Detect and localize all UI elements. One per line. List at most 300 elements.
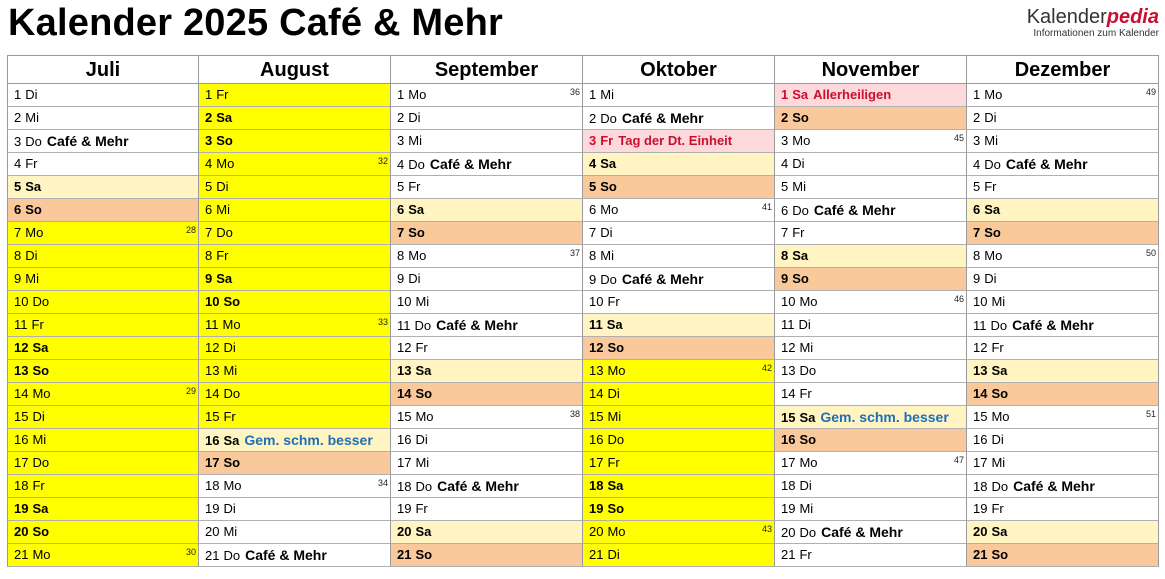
day-number: 21 bbox=[397, 547, 412, 562]
week-number: 47 bbox=[953, 455, 964, 465]
day-cell[interactable] bbox=[199, 383, 391, 406]
weekday: Fr bbox=[792, 225, 805, 240]
day-cell[interactable] bbox=[967, 406, 1159, 429]
event-label: Café & Mehr bbox=[46, 133, 129, 149]
weekday: So bbox=[607, 340, 625, 355]
day-number: 11 bbox=[973, 318, 987, 333]
day-cell[interactable] bbox=[7, 406, 199, 429]
day-number: 10 bbox=[14, 294, 29, 309]
day-number: 10 bbox=[973, 294, 988, 309]
day-cell[interactable] bbox=[7, 107, 199, 130]
day-cell[interactable] bbox=[7, 337, 199, 360]
weekday: Do bbox=[792, 203, 809, 218]
day-number: 17 bbox=[397, 455, 412, 470]
day-number: 6 bbox=[14, 202, 22, 217]
weekday: Sa bbox=[607, 478, 624, 493]
day-number: 19 bbox=[973, 501, 988, 516]
day-number: 2 bbox=[205, 110, 213, 125]
day-cell[interactable] bbox=[7, 268, 199, 291]
day-cell[interactable] bbox=[391, 475, 583, 498]
weekday: So bbox=[32, 363, 50, 378]
day-cell[interactable] bbox=[7, 521, 199, 544]
day-number: 16 bbox=[589, 432, 604, 447]
day-cell[interactable] bbox=[391, 383, 583, 406]
day-number: 7 bbox=[205, 225, 213, 240]
weekday: Mo bbox=[792, 133, 811, 148]
day-cell[interactable] bbox=[7, 360, 199, 383]
weekday: Sa bbox=[991, 524, 1008, 539]
day-number: 13 bbox=[973, 363, 988, 378]
weekday: Di bbox=[223, 501, 236, 516]
day-cell[interactable] bbox=[775, 360, 967, 383]
week-number: 33 bbox=[377, 317, 388, 327]
day-cell[interactable] bbox=[775, 222, 967, 245]
day-number: 1 bbox=[589, 87, 597, 102]
day-number: 11 bbox=[397, 318, 411, 333]
day-number: 20 bbox=[781, 525, 796, 540]
week-number: 37 bbox=[569, 248, 580, 258]
weekday: Di bbox=[798, 317, 811, 332]
day-number: 12 bbox=[973, 340, 988, 355]
weekday: Mo bbox=[32, 547, 51, 562]
day-cell[interactable] bbox=[7, 544, 199, 567]
day-cell[interactable] bbox=[199, 360, 391, 383]
calendar-row bbox=[7, 176, 1159, 199]
day-cell[interactable] bbox=[775, 245, 967, 268]
day-cell[interactable] bbox=[391, 268, 583, 291]
day-cell[interactable] bbox=[775, 84, 967, 107]
day-number: 9 bbox=[205, 271, 213, 286]
calendar-row bbox=[7, 199, 1159, 222]
weekday: Di bbox=[415, 432, 428, 447]
weekday: So bbox=[25, 202, 42, 217]
event-label: Café & Mehr bbox=[621, 110, 704, 126]
weekday: Do bbox=[223, 386, 241, 401]
day-number: 14 bbox=[589, 386, 604, 401]
event-label: Gem. schm. besser bbox=[244, 432, 373, 448]
weekday: Mi bbox=[415, 294, 430, 309]
day-number: 17 bbox=[205, 455, 220, 470]
day-number: 5 bbox=[973, 179, 981, 194]
day-cell[interactable] bbox=[775, 153, 967, 176]
day-cell[interactable] bbox=[391, 245, 583, 268]
day-number: 6 bbox=[205, 202, 213, 217]
weekday: Do bbox=[607, 432, 625, 447]
day-number: 19 bbox=[14, 501, 29, 516]
weekday: Di bbox=[984, 110, 997, 125]
weekday: Mi bbox=[600, 87, 614, 102]
day-cell[interactable] bbox=[7, 429, 199, 452]
day-number: 4 bbox=[781, 156, 789, 171]
day-number: 21 bbox=[589, 547, 604, 562]
weekday: So bbox=[984, 225, 1001, 240]
day-cell[interactable] bbox=[7, 199, 199, 222]
day-cell[interactable] bbox=[199, 475, 391, 498]
day-cell[interactable] bbox=[391, 521, 583, 544]
weekday: Di bbox=[25, 248, 38, 263]
calendar-row bbox=[7, 268, 1159, 291]
week-number: 34 bbox=[377, 478, 388, 488]
weekday: Mo bbox=[223, 478, 242, 493]
day-number: 19 bbox=[397, 501, 412, 516]
day-cell[interactable] bbox=[199, 176, 391, 199]
day-cell[interactable] bbox=[775, 268, 967, 291]
day-cell[interactable] bbox=[775, 452, 967, 475]
weekday: Sa bbox=[792, 87, 809, 102]
weekday: Fr bbox=[799, 547, 812, 562]
day-cell[interactable] bbox=[967, 153, 1159, 176]
day-cell[interactable] bbox=[391, 429, 583, 452]
day-cell[interactable] bbox=[967, 268, 1159, 291]
day-number: 3 bbox=[781, 133, 789, 148]
day-number: 2 bbox=[781, 110, 789, 125]
day-cell[interactable] bbox=[391, 176, 583, 199]
day-cell[interactable] bbox=[775, 337, 967, 360]
day-cell[interactable] bbox=[583, 475, 775, 498]
day-cell[interactable] bbox=[199, 314, 391, 337]
week-number: 49 bbox=[1145, 87, 1156, 97]
day-cell[interactable] bbox=[583, 245, 775, 268]
month-header-row bbox=[7, 55, 1159, 84]
weekday: Mi bbox=[799, 501, 814, 516]
day-number: 3 bbox=[973, 133, 981, 148]
day-number: 11 bbox=[205, 317, 219, 332]
day-cell[interactable] bbox=[199, 337, 391, 360]
day-number: 16 bbox=[205, 433, 220, 448]
day-cell[interactable] bbox=[199, 130, 391, 153]
day-cell[interactable] bbox=[583, 544, 775, 567]
day-cell[interactable] bbox=[7, 475, 199, 498]
day-cell[interactable] bbox=[967, 245, 1159, 268]
month-header-juli: Juli bbox=[7, 55, 199, 84]
day-number: 6 bbox=[781, 203, 789, 218]
day-number: 5 bbox=[781, 179, 789, 194]
day-cell[interactable] bbox=[583, 107, 775, 130]
day-cell[interactable] bbox=[775, 383, 967, 406]
day-cell[interactable] bbox=[775, 130, 967, 153]
day-number: 4 bbox=[973, 157, 981, 172]
day-number: 5 bbox=[205, 179, 213, 194]
day-number: 4 bbox=[205, 156, 213, 171]
event-label: Café & Mehr bbox=[437, 478, 519, 494]
weekday: Fr bbox=[216, 87, 229, 102]
day-cell[interactable] bbox=[583, 521, 775, 544]
event-label: Café & Mehr bbox=[1013, 478, 1095, 494]
day-cell[interactable] bbox=[583, 360, 775, 383]
event-label: Tag der Dt. Einheit bbox=[618, 133, 733, 148]
week-number: 32 bbox=[377, 156, 388, 166]
month-header-september: September bbox=[391, 55, 583, 84]
day-cell[interactable] bbox=[391, 360, 583, 383]
event-label: Allerheiligen bbox=[813, 87, 892, 102]
event-label: Café & Mehr bbox=[436, 317, 518, 333]
weekday: So bbox=[415, 386, 433, 401]
day-cell[interactable] bbox=[391, 153, 583, 176]
day-cell[interactable] bbox=[583, 268, 775, 291]
weekday: Fr bbox=[31, 317, 44, 332]
weekday: Sa bbox=[216, 271, 233, 286]
weekday: Di bbox=[600, 225, 613, 240]
weekday: Mo bbox=[32, 386, 51, 401]
weekday: Mi bbox=[408, 133, 422, 148]
weekday: So bbox=[216, 133, 233, 148]
weekday: Sa bbox=[984, 202, 1001, 217]
day-cell[interactable] bbox=[967, 199, 1159, 222]
day-number: 15 bbox=[973, 409, 988, 424]
day-cell[interactable] bbox=[199, 291, 391, 314]
calendar-row bbox=[7, 107, 1159, 130]
day-cell[interactable] bbox=[583, 337, 775, 360]
weekday: Di bbox=[984, 271, 997, 286]
weekday: Mo bbox=[799, 455, 818, 470]
calendar-row bbox=[7, 544, 1159, 567]
weekday: Do bbox=[32, 455, 50, 470]
weekday: Fr bbox=[32, 478, 45, 493]
day-number: 9 bbox=[973, 271, 981, 286]
weekday: Mi bbox=[32, 432, 47, 447]
day-cell[interactable] bbox=[199, 521, 391, 544]
weekday: Mi bbox=[991, 455, 1006, 470]
weekday: Mo bbox=[222, 317, 241, 332]
day-cell[interactable] bbox=[775, 314, 967, 337]
day-cell[interactable] bbox=[583, 452, 775, 475]
day-cell[interactable] bbox=[775, 176, 967, 199]
day-cell[interactable] bbox=[199, 544, 391, 567]
day-cell[interactable] bbox=[775, 521, 967, 544]
day-cell[interactable] bbox=[391, 199, 583, 222]
weekday: Sa bbox=[415, 524, 432, 539]
day-cell[interactable] bbox=[7, 153, 199, 176]
weekday: Mi bbox=[799, 340, 814, 355]
day-cell[interactable] bbox=[967, 337, 1159, 360]
week-number: 28 bbox=[185, 225, 196, 235]
day-cell[interactable] bbox=[775, 406, 967, 429]
weekday: Mo bbox=[600, 202, 619, 217]
day-cell[interactable] bbox=[583, 314, 775, 337]
event-label: Café & Mehr bbox=[429, 156, 512, 172]
event-label: Café & Mehr bbox=[1005, 156, 1088, 172]
day-cell[interactable] bbox=[583, 222, 775, 245]
calendar-row bbox=[7, 475, 1159, 498]
day-number: 1 bbox=[781, 87, 789, 102]
day-number: 14 bbox=[781, 386, 796, 401]
day-number: 1 bbox=[397, 87, 405, 102]
calendar-row bbox=[7, 360, 1159, 383]
kalenderpedia-logo[interactable] bbox=[1027, 6, 1159, 39]
weekday: Do bbox=[600, 272, 617, 287]
calendar-row bbox=[7, 452, 1159, 475]
event-label: Café & Mehr bbox=[1012, 317, 1094, 333]
day-cell[interactable] bbox=[583, 84, 775, 107]
weekday: Mi bbox=[792, 179, 806, 194]
day-cell[interactable] bbox=[7, 245, 199, 268]
day-cell[interactable] bbox=[967, 429, 1159, 452]
day-cell[interactable] bbox=[199, 199, 391, 222]
day-number: 5 bbox=[14, 179, 22, 194]
day-number: 3 bbox=[589, 133, 597, 148]
day-number: 1 bbox=[205, 87, 213, 102]
calendar-row bbox=[7, 314, 1159, 337]
weekday: Do bbox=[600, 111, 617, 126]
weekday: Fr bbox=[991, 501, 1004, 516]
day-cell[interactable] bbox=[775, 475, 967, 498]
day-cell[interactable] bbox=[583, 130, 775, 153]
day-cell[interactable] bbox=[199, 406, 391, 429]
day-number: 19 bbox=[781, 501, 796, 516]
day-cell[interactable] bbox=[199, 222, 391, 245]
day-number: 10 bbox=[205, 294, 220, 309]
day-cell[interactable] bbox=[391, 337, 583, 360]
day-cell[interactable] bbox=[199, 107, 391, 130]
day-cell[interactable] bbox=[199, 268, 391, 291]
day-number: 12 bbox=[205, 340, 220, 355]
day-number: 20 bbox=[397, 524, 412, 539]
day-cell[interactable] bbox=[583, 176, 775, 199]
day-cell[interactable] bbox=[7, 130, 199, 153]
day-cell[interactable] bbox=[967, 107, 1159, 130]
day-cell[interactable] bbox=[199, 498, 391, 521]
day-cell[interactable] bbox=[967, 383, 1159, 406]
day-cell[interactable] bbox=[391, 498, 583, 521]
day-number: 17 bbox=[973, 455, 988, 470]
day-cell[interactable] bbox=[199, 452, 391, 475]
day-cell[interactable] bbox=[967, 176, 1159, 199]
day-number: 3 bbox=[205, 133, 213, 148]
day-cell[interactable] bbox=[967, 498, 1159, 521]
weekday: Fr bbox=[799, 386, 812, 401]
day-cell[interactable] bbox=[7, 84, 199, 107]
day-number: 2 bbox=[14, 110, 22, 125]
day-cell[interactable] bbox=[583, 153, 775, 176]
day-number: 16 bbox=[973, 432, 988, 447]
day-number: 14 bbox=[14, 386, 29, 401]
day-cell[interactable] bbox=[967, 475, 1159, 498]
day-number: 18 bbox=[205, 478, 220, 493]
day-cell[interactable] bbox=[583, 291, 775, 314]
calendar-row bbox=[7, 498, 1159, 521]
day-cell[interactable] bbox=[967, 521, 1159, 544]
weekday: Di bbox=[607, 547, 620, 562]
day-cell[interactable] bbox=[775, 291, 967, 314]
weekday: Mi bbox=[991, 294, 1006, 309]
page-title: Kalender 2025 Café & Mehr bbox=[8, 2, 503, 44]
day-rows bbox=[7, 84, 1159, 567]
day-cell[interactable] bbox=[7, 452, 199, 475]
weekday: Fr bbox=[984, 179, 997, 194]
day-number: 12 bbox=[589, 340, 604, 355]
day-cell[interactable] bbox=[583, 383, 775, 406]
day-cell[interactable] bbox=[199, 245, 391, 268]
day-number: 18 bbox=[781, 478, 796, 493]
day-number: 1 bbox=[973, 87, 981, 102]
day-number: 10 bbox=[397, 294, 412, 309]
day-cell[interactable] bbox=[199, 429, 391, 452]
day-cell[interactable] bbox=[967, 544, 1159, 567]
day-cell[interactable] bbox=[583, 429, 775, 452]
day-number: 12 bbox=[14, 340, 29, 355]
day-cell[interactable] bbox=[775, 429, 967, 452]
day-number: 14 bbox=[973, 386, 988, 401]
day-number: 16 bbox=[397, 432, 412, 447]
weekday: Mi bbox=[25, 110, 39, 125]
day-cell[interactable] bbox=[391, 291, 583, 314]
weekday: Do bbox=[414, 318, 432, 333]
day-cell[interactable] bbox=[391, 107, 583, 130]
day-number: 17 bbox=[14, 455, 29, 470]
weekday: Fr bbox=[600, 133, 614, 148]
day-cell[interactable] bbox=[7, 314, 199, 337]
day-number: 7 bbox=[397, 225, 405, 240]
day-cell[interactable] bbox=[775, 199, 967, 222]
day-cell[interactable] bbox=[199, 84, 391, 107]
weekday: So bbox=[792, 271, 809, 286]
day-number: 15 bbox=[205, 409, 220, 424]
day-cell[interactable] bbox=[391, 314, 583, 337]
day-number: 3 bbox=[397, 133, 405, 148]
day-cell[interactable] bbox=[583, 406, 775, 429]
day-number: 11 bbox=[589, 317, 603, 332]
day-cell[interactable] bbox=[391, 222, 583, 245]
logo-subtitle: Informationen zum Kalender bbox=[1033, 28, 1159, 39]
weekday: Sa bbox=[216, 110, 233, 125]
weekday: Mo bbox=[25, 225, 44, 240]
logo-accent-text: pedia bbox=[1106, 6, 1159, 28]
day-cell[interactable] bbox=[967, 360, 1159, 383]
day-cell[interactable] bbox=[391, 452, 583, 475]
day-cell[interactable] bbox=[967, 84, 1159, 107]
day-cell[interactable] bbox=[7, 498, 199, 521]
calendar-row bbox=[7, 406, 1159, 429]
day-cell[interactable] bbox=[583, 498, 775, 521]
calendar-row bbox=[7, 429, 1159, 452]
day-cell[interactable] bbox=[967, 130, 1159, 153]
week-number: 45 bbox=[953, 133, 964, 143]
day-cell[interactable] bbox=[967, 452, 1159, 475]
day-cell[interactable] bbox=[391, 130, 583, 153]
day-cell[interactable] bbox=[583, 199, 775, 222]
day-number: 15 bbox=[14, 409, 29, 424]
day-cell[interactable] bbox=[7, 291, 199, 314]
day-cell[interactable] bbox=[7, 383, 199, 406]
day-number: 9 bbox=[781, 271, 789, 286]
day-cell[interactable] bbox=[775, 107, 967, 130]
day-cell[interactable] bbox=[967, 222, 1159, 245]
day-cell[interactable] bbox=[391, 406, 583, 429]
weekday: Di bbox=[216, 179, 229, 194]
day-cell[interactable] bbox=[391, 84, 583, 107]
calendar-row bbox=[7, 222, 1159, 245]
weekday: Mo bbox=[415, 409, 434, 424]
day-cell[interactable] bbox=[7, 176, 199, 199]
day-number: 7 bbox=[781, 225, 789, 240]
day-cell[interactable] bbox=[967, 314, 1159, 337]
day-cell[interactable] bbox=[775, 544, 967, 567]
weekday: Fr bbox=[607, 294, 620, 309]
day-cell[interactable] bbox=[7, 222, 199, 245]
day-number: 12 bbox=[397, 340, 412, 355]
day-number: 21 bbox=[781, 547, 796, 562]
day-number: 20 bbox=[14, 524, 29, 539]
day-cell[interactable] bbox=[967, 291, 1159, 314]
day-cell[interactable] bbox=[391, 544, 583, 567]
week-number: 42 bbox=[761, 363, 772, 373]
weekday: Do bbox=[799, 525, 817, 540]
day-cell[interactable] bbox=[775, 498, 967, 521]
day-number: 5 bbox=[589, 179, 597, 194]
logo-main-text: Kalender bbox=[1026, 6, 1107, 28]
weekday: So bbox=[607, 501, 625, 516]
day-cell[interactable] bbox=[199, 153, 391, 176]
